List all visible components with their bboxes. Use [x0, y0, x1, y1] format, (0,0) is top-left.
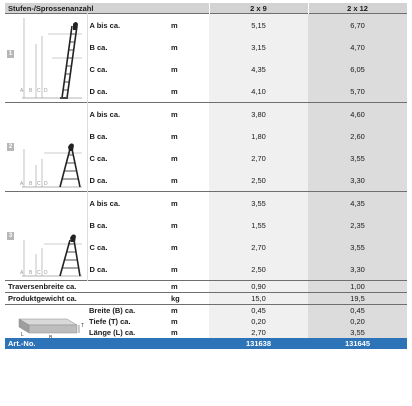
scale-letter-a: A — [20, 181, 24, 187]
value-col1: 4,10 — [209, 80, 308, 103]
row-unit: m — [167, 103, 209, 126]
header-col1: 2 x 9 — [209, 3, 308, 14]
config-number-badge: 3 — [8, 233, 13, 239]
value-col2: 4,60 — [308, 103, 407, 126]
value-col1: 4,35 — [209, 58, 308, 80]
value-col2: 6,05 — [308, 58, 407, 80]
value-col2: 5,70 — [308, 80, 407, 103]
value-col2: 6,70 — [308, 14, 407, 37]
row-label: B ca. — [89, 42, 108, 52]
article-label: Art.-No. — [5, 338, 209, 349]
scale-letter-a: A — [20, 270, 24, 276]
row-label: A bis ca. — [87, 192, 167, 215]
row-unit: m — [171, 64, 178, 74]
value-col2: 2,60 — [308, 125, 407, 147]
weight-label: Produktgewicht ca. — [5, 293, 167, 305]
row-unit: m — [171, 86, 178, 96]
article-number-col1: 131638 — [209, 338, 308, 349]
scale-letter-a: A — [20, 88, 24, 94]
package-row-width — [5, 305, 407, 317]
value-col2: 4,70 — [308, 36, 407, 58]
value-col1: 1,55 — [209, 214, 308, 236]
row-label: B ca. — [89, 131, 108, 141]
scale-letter-c: C — [37, 88, 41, 94]
package-unit: m — [167, 305, 209, 317]
value-col1: 3,15 — [209, 36, 308, 58]
package-illustration — [5, 305, 87, 339]
package-value-col2: 0,45 — [308, 305, 407, 317]
package-value-col2: 0,20 — [308, 316, 407, 327]
package-value-col1: 0,20 — [209, 316, 308, 327]
weight-row — [5, 293, 407, 305]
value-col1: 1,80 — [209, 125, 308, 147]
config-2-row-a — [5, 103, 407, 126]
config-1-row-a — [5, 14, 407, 37]
row-unit: m — [171, 175, 178, 185]
scale-letter-d: D — [44, 88, 48, 94]
value-col2: 3,30 — [308, 169, 407, 192]
package-value-col1: 2,70 — [209, 327, 308, 338]
traverse-value-col2: 1,00 — [308, 281, 407, 293]
box-label-l: L — [21, 332, 24, 338]
value-col1: 2,50 — [209, 169, 308, 192]
box-label-b — [49, 335, 53, 338]
config-3-row-a — [5, 192, 407, 215]
config-number-badge: 1 — [8, 51, 13, 57]
row-label: A bis ca. — [87, 103, 167, 126]
value-col1: 2,70 — [209, 236, 308, 258]
weight-unit: kg — [167, 293, 209, 305]
package-label: Länge (L) ca. — [89, 328, 136, 337]
config-2-number-cell — [5, 103, 18, 192]
scale-letter-d: D — [44, 181, 48, 187]
value-col2: 4,35 — [308, 192, 407, 215]
package-value-col1: 0,45 — [209, 305, 308, 317]
scale-letter-b: B — [29, 88, 33, 94]
traverse-value-col1: 0,90 — [209, 281, 308, 293]
value-col2: 3,55 — [308, 236, 407, 258]
package-unit: m — [171, 328, 178, 337]
row-label: D ca. — [89, 264, 108, 274]
row-label: B ca. — [89, 220, 108, 230]
row-label: C ca. — [89, 242, 108, 252]
row-label: D ca. — [89, 86, 108, 96]
value-col2: 3,55 — [308, 147, 407, 169]
header-col2: 2 x 12 — [308, 3, 407, 14]
article-row — [5, 338, 407, 349]
row-label: C ca. — [89, 64, 108, 74]
config-2-ladder-illustration — [18, 103, 87, 192]
value-col1: 3,55 — [209, 192, 308, 215]
package-label: Tiefe (T) ca. — [89, 317, 131, 326]
ladder-extended-icon — [18, 14, 87, 102]
row-unit: m — [171, 220, 178, 230]
config-number-badge: 2 — [8, 144, 13, 150]
row-unit: m — [171, 242, 178, 252]
config-3-number-cell — [5, 192, 18, 281]
scale-letter-b: B — [29, 181, 33, 187]
traverse-unit: m — [167, 281, 209, 293]
header-row — [5, 3, 407, 14]
header-title: Stufen-/Sprossenanzahl — [5, 3, 209, 14]
traverse-row — [5, 281, 407, 293]
value-col1: 2,70 — [209, 147, 308, 169]
weight-value-col2: 19,5 — [308, 293, 407, 305]
value-col1: 3,80 — [209, 103, 308, 126]
row-label: A bis ca. — [87, 14, 167, 37]
ladder-a-frame-icon — [18, 103, 87, 191]
scale-letter-d: D — [44, 270, 48, 276]
value-col1: 5,15 — [209, 14, 308, 37]
scale-letter-b: B — [29, 270, 33, 276]
config-3-ladder-illustration — [18, 192, 87, 281]
package-value-col2: 3,55 — [308, 327, 407, 338]
ladder-stair-icon — [18, 192, 87, 280]
config-1-number-cell — [5, 14, 18, 103]
package-box-icon — [5, 305, 87, 338]
row-unit: m — [167, 14, 209, 37]
row-label: D ca. — [89, 175, 108, 185]
row-unit: m — [171, 153, 178, 163]
article-number-col2: 131645 — [308, 338, 407, 349]
scale-letter-c: C — [37, 181, 41, 187]
row-label: C ca. — [89, 153, 108, 163]
package-unit: m — [171, 317, 178, 326]
value-col1: 2,50 — [209, 258, 308, 281]
row-unit: m — [171, 264, 178, 274]
value-col2: 2,35 — [308, 214, 407, 236]
scale-letter-c: C — [37, 270, 41, 276]
row-unit: m — [171, 42, 178, 52]
value-col2: 3,30 — [308, 258, 407, 281]
row-unit: m — [167, 192, 209, 215]
weight-value-col1: 15,0 — [209, 293, 308, 305]
config-1-ladder-illustration — [18, 14, 87, 103]
package-label: Breite (B) ca. — [87, 305, 167, 317]
row-unit: m — [171, 131, 178, 141]
box-label-t: T — [81, 323, 85, 329]
traverse-label: Traversenbreite ca. — [5, 281, 167, 293]
spec-table — [5, 3, 408, 349]
